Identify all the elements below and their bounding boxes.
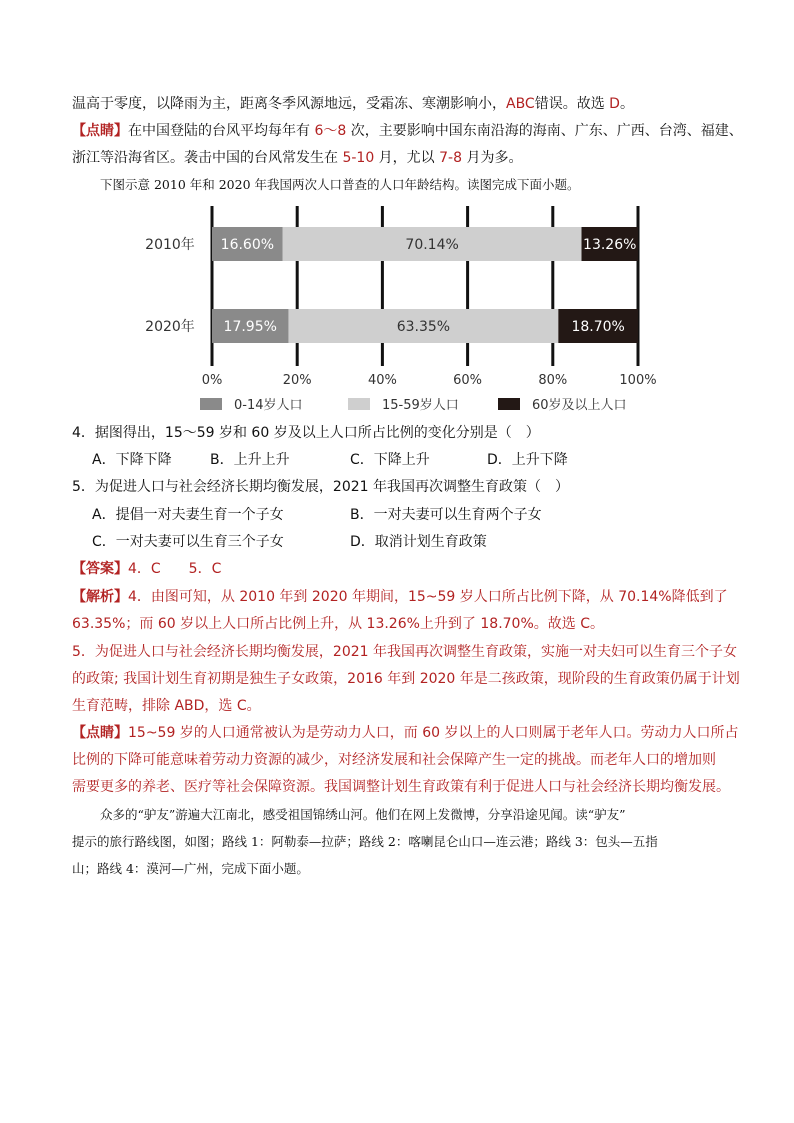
continuation-line xyxy=(72,94,634,114)
question-4-stem: 4．据图得出，15～59 岁和 60 岁及以上人口所占比例的变化分别是（ ） xyxy=(72,425,540,441)
analysis-line4: 的政策; 我国计划生育初期是独生子女政策，2016 年到 2020 年是二孩政策，现阶段的生育政策仍属于计划 xyxy=(72,671,740,687)
q5-option-a[interactable]: A．提倡一对夫妻生育一个子女 xyxy=(92,507,284,523)
category-label: 2010年 xyxy=(145,237,195,253)
legend-label: 15-59岁人口 xyxy=(382,398,459,413)
category-label: 2020年 xyxy=(145,319,195,335)
text-segment: 次，主要影响中国东南沿海的海南、广东、广西、台湾、福建、 xyxy=(346,123,743,139)
text-segment: 在中国登陆的台风平均每年有 xyxy=(128,123,315,139)
text-segment: 。 xyxy=(619,96,634,112)
data-label: 17.95% xyxy=(223,319,277,335)
q4-option-d[interactable]: D．上升下降 xyxy=(487,452,568,468)
intro2-line1: 众多的“驴友”游遍大江南北，感受祖国锦绣山河。他们在网上发微博，分享沿途见闻。读“驴友” xyxy=(100,807,626,822)
q5-option-b[interactable]: B．一对夫妻可以生育两个子女 xyxy=(350,507,542,523)
analysis-line5: 生育范畴，排除 ABD，选 C。 xyxy=(72,698,261,714)
x-tick-label: 0% xyxy=(201,373,223,388)
answer-label: 【答案】 xyxy=(72,561,128,577)
q5-option-d[interactable]: D．取消计划生育政策 xyxy=(350,534,487,550)
chart-intro: 下图示意 2010 年和 2020 年我国两次人口普查的人口年龄结构。读图完成下面小题。 xyxy=(100,177,580,192)
x-tick-label: 100% xyxy=(619,373,657,388)
q4-option-b[interactable]: B．上升上升 xyxy=(210,452,290,468)
population-age-structure-chart xyxy=(120,196,680,421)
q5-option-c[interactable]: C．一对夫妻可以生育三个子女 xyxy=(92,534,284,550)
tip-text: 15~59 岁的人口通常被认为是劳动力人口，而 60 岁以上的人口则属于老年人口。劳动力人口所占 xyxy=(128,725,739,741)
x-tick-label: 40% xyxy=(367,373,397,388)
x-tick-label: 80% xyxy=(538,373,568,388)
analysis-line2: 63.35%；而 60 岁以上人口所占比例上升，从 13.26%上升到了 18.70%。故选 C。 xyxy=(72,616,604,632)
highlight-text: ABC xyxy=(506,96,535,112)
legend-label: 0-14岁人口 xyxy=(234,398,303,413)
text-segment: 温高于零度，以降雨为主，距离冬季风源地远，受霜冻、寒潮影响小， xyxy=(72,96,506,112)
text-segment: 月，尤以 xyxy=(374,150,440,166)
tip2-line1 xyxy=(72,723,739,743)
text-segment: 浙江等沿海省区。袭击中国的台风常发生在 xyxy=(72,150,343,166)
tip2-line2: 比例的下降可能意味着劳动力资源的减少，对经济发展和社会保障产生一定的挑战。而老年人口的增加则 xyxy=(72,752,716,768)
legend-label: 60岁及以上人口 xyxy=(532,398,627,413)
highlight-text: 6～8 xyxy=(314,123,347,139)
data-label: 18.70% xyxy=(571,319,625,335)
answer-line xyxy=(72,559,221,579)
text-segment: 月为多。 xyxy=(462,150,523,166)
legend-swatch xyxy=(348,398,370,410)
data-label: 70.14% xyxy=(405,237,459,253)
x-tick-label: 20% xyxy=(282,373,312,388)
data-label: 16.60% xyxy=(220,237,275,253)
analysis-text: 4．由图可知，从 2010 年到 2020 年期间，15~59 岁人口所占比例下降，从 70.14%降低到了 xyxy=(128,589,728,605)
tip1-line1 xyxy=(72,121,743,141)
analysis-line1 xyxy=(72,587,728,607)
question-5-stem: 5．为促进人口与社会经济长期均衡发展，2021 年我国再次调整生育政策（ ） xyxy=(72,479,569,495)
highlight-text: D xyxy=(609,96,620,112)
analysis-line3: 5．为促进人口与社会经济长期均衡发展，2021 年我国再次调整生育政策，实施一对夫妇可以生育三个子女 xyxy=(72,644,737,660)
intro2-line3: 山；路线 4：漠河—广州，完成下面小题。 xyxy=(72,861,309,876)
q4-option-a[interactable]: A．下降下降 xyxy=(92,452,172,468)
x-tick-label: 60% xyxy=(453,373,483,388)
highlight-text: 5-10 xyxy=(342,150,375,166)
data-label: 13.26% xyxy=(583,237,637,253)
q4-option-c[interactable]: C．下降上升 xyxy=(350,452,430,468)
tip1-line2 xyxy=(72,148,522,168)
legend-swatch xyxy=(200,398,222,410)
legend-swatch xyxy=(498,398,520,410)
analysis-label: 【解析】 xyxy=(72,589,128,605)
tip-label: 【点睛】 xyxy=(72,725,128,741)
answer-text: 4．C 5．C xyxy=(128,561,222,577)
data-label: 63.35% xyxy=(396,319,451,335)
tip-label: 【点睛】 xyxy=(72,123,128,139)
text-segment: 错误。故选 xyxy=(534,96,610,112)
highlight-text: 7-8 xyxy=(439,150,463,166)
intro2-line2: 提示的旅行路线图，如图；路线 1：阿勒泰—拉萨；路线 2：喀喇昆仑山口—连云港；路线 3：包头—五指 xyxy=(72,834,658,849)
tip2-line3: 需要更多的养老、医疗等社会保障资源。我国调整计划生育政策有利于促进人口与社会经济长期均衡发展。 xyxy=(72,779,730,795)
